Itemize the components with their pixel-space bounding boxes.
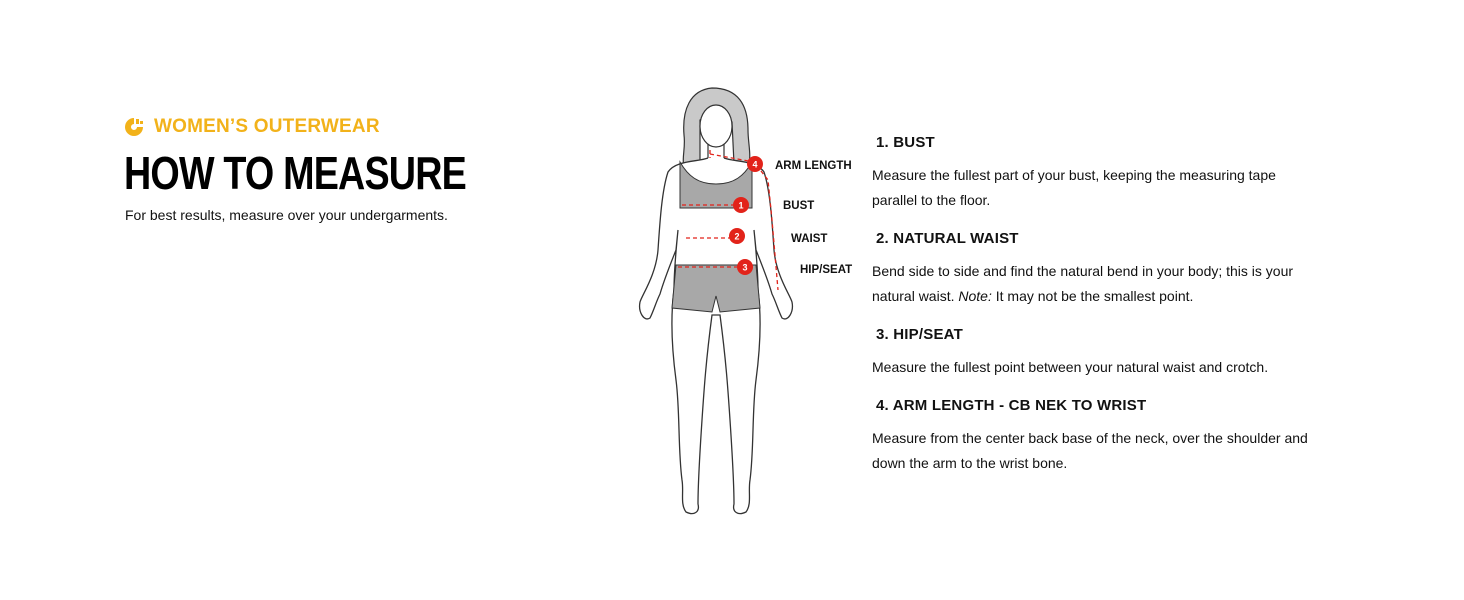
svg-text:3: 3 xyxy=(742,262,748,273)
note-label: Note: xyxy=(958,288,992,304)
step-bust xyxy=(872,134,1312,213)
body-diagram xyxy=(620,80,870,525)
step-natural-waist xyxy=(872,230,1312,309)
step-text: Measure the fullest part of your bust, keeping the measuring tape parallel to the floor. xyxy=(872,167,1276,208)
page-title: HOW TO MEASURE xyxy=(124,147,466,199)
label-bust: BUST xyxy=(783,200,815,212)
step-text: Bend side to side and find the natural bend in your body; this is your natural waist. Note: It may not be the smallest point. xyxy=(872,263,1294,304)
step-heading: 1. BUST xyxy=(876,134,935,151)
measure-steps xyxy=(872,134,1312,493)
eyebrow-label: WOMEN’S OUTERWEAR xyxy=(154,116,380,137)
step-hip-seat xyxy=(872,326,1312,380)
badge-3 xyxy=(737,259,753,275)
badge-1 xyxy=(733,197,749,213)
step-heading: 2. NATURAL WAIST xyxy=(876,230,1019,247)
label-hip-seat: HIP/SEAT xyxy=(800,264,853,276)
label-waist: WAIST xyxy=(791,233,828,245)
section-eyebrow xyxy=(124,116,380,138)
body-outline xyxy=(640,158,793,514)
step-heading: 4. ARM LENGTH - CB NEK TO WRIST xyxy=(876,397,1147,414)
svg-text:2: 2 xyxy=(734,231,740,242)
step-arm-length xyxy=(872,397,1312,476)
badge-2 xyxy=(729,228,745,244)
svg-text:4: 4 xyxy=(752,159,758,170)
face-shape xyxy=(700,105,732,147)
badge-4 xyxy=(747,156,763,172)
step-heading: 3. HIP/SEAT xyxy=(876,326,963,343)
label-arm-length: ARM LENGTH xyxy=(775,160,852,172)
step-text: Measure from the center back base of the neck, over the shoulder and down the arm to the wrist bone. xyxy=(872,430,1308,471)
body-figure xyxy=(620,80,870,525)
step-text: Measure the fullest point between your natural waist and crotch. xyxy=(872,359,1269,375)
svg-text:1: 1 xyxy=(738,200,744,211)
page-subtitle: For best results, measure over your undergarments. xyxy=(125,207,448,223)
carhartt-c-logo-icon xyxy=(124,117,144,137)
